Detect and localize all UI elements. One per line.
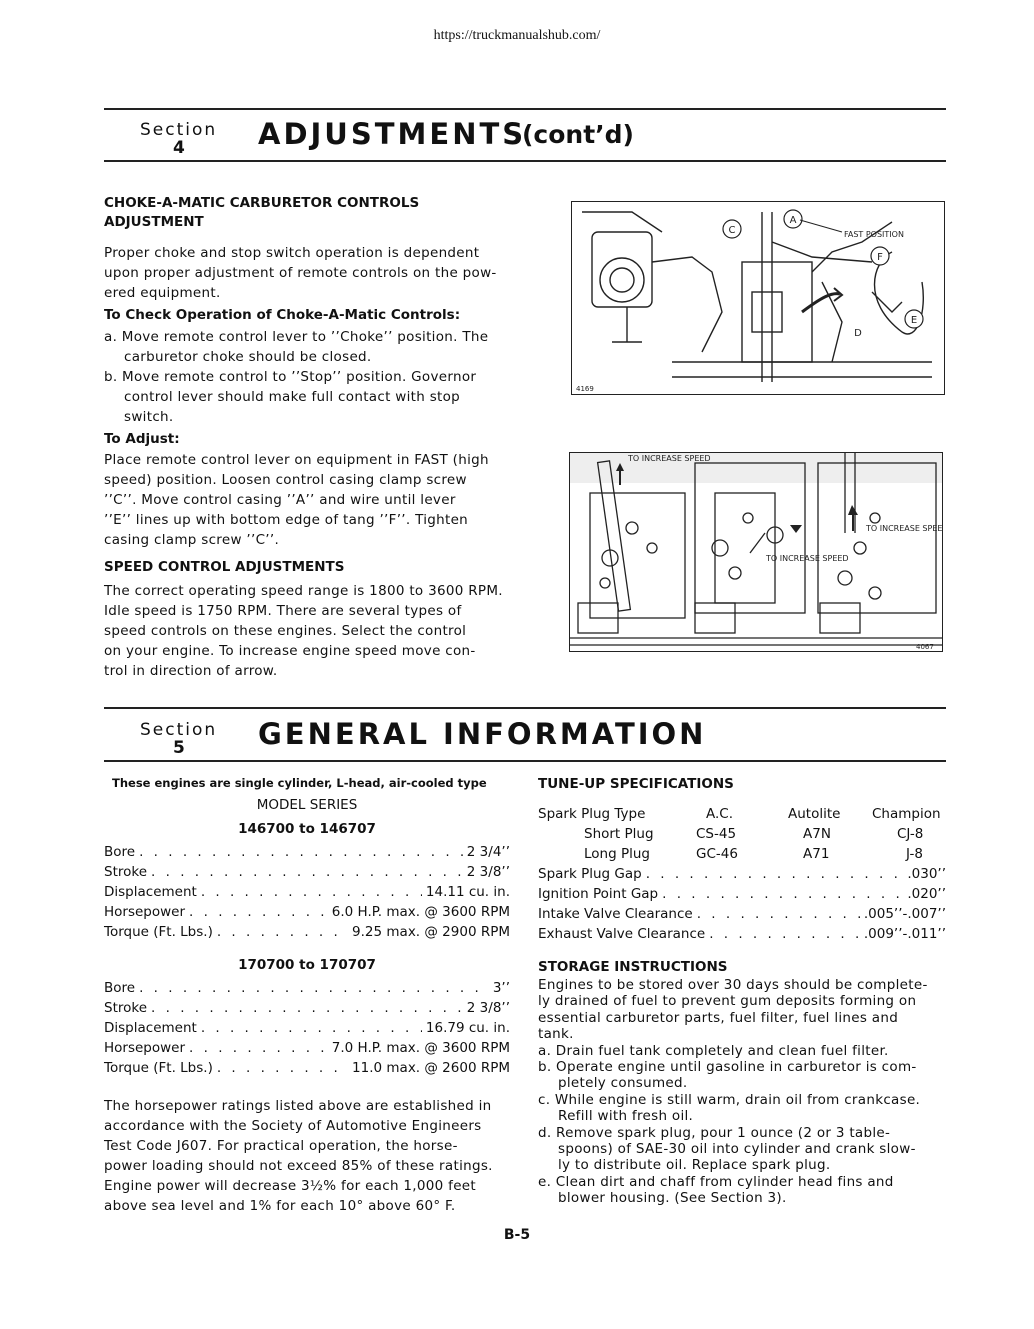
text-line: accordance with the Society of Automotive Engineers [104,1118,482,1134]
text-line: on your engine. To increase engine speed move con- [104,643,476,659]
spec-value: 3’’ [492,980,510,996]
spec-row [104,864,510,880]
tuneup-label: Intake Valve Clearance [538,906,693,922]
tuneup-value: .009’’-.011’’ [863,926,946,942]
section4-bottom-rule [104,160,946,162]
list-item: spoons) of SAE-30 oil into cylinder and crank slow- [558,1141,916,1158]
section5-title: GENERAL INFORMATION [258,717,707,751]
section5-top-rule [104,707,946,709]
dot-leader [662,886,903,902]
carburetor-diagram-drawing [572,202,944,394]
col-champion: Champion [872,806,941,822]
long-plug-autolite: A71 [803,846,830,862]
spec-label: Displacement [104,1020,197,1036]
long-plug-ac: GC-46 [696,846,738,862]
dot-leader [646,866,904,882]
callout-a: A [789,215,797,226]
list-item: control lever should make full contact with stop [124,389,461,405]
spec-label: Bore [104,980,136,996]
dot-leader [697,906,860,922]
choke-heading-2: ADJUSTMENT [104,214,204,230]
spec-label: Horsepower [104,1040,186,1056]
text-line: speed) position. Loosen control casing clamp screw [104,472,467,488]
callout-d: D [854,328,862,339]
text-line: tank. [538,1026,574,1043]
tuneup-value: .005’’-.007’’ [863,906,946,922]
list-item: a. Drain fuel tank completely and clean fuel filter. [538,1042,889,1059]
col-autolite: Autolite [788,806,841,822]
spec-value: 11.0 max. @ 2600 RPM [352,1060,510,1076]
spec-value: 2 3/8’’ [466,1000,510,1016]
list-item: switch. [124,409,174,425]
text-line: The horsepower ratings listed above are established in [104,1098,492,1114]
dot-leader [139,844,463,860]
carburetor-diagram [571,201,945,395]
list-item: Refill with fresh oil. [558,1108,694,1125]
to-increase-speed-middle: TO INCREASE SPEED [766,554,849,563]
spec-row [104,980,510,996]
dot-leader [217,1060,348,1076]
spec-value: 14.11 cu. in. [425,884,510,900]
speed-control-diagram [569,452,943,652]
text-line: above sea level and 1% for each 10° above 60° F. [104,1198,456,1214]
short-plug-champion: CJ-8 [897,826,924,842]
choke-paragraph [104,243,497,303]
spec-value: 6.0 H.P. max. @ 3600 RPM [331,904,510,920]
plug-type-label: Spark Plug Type [538,806,646,822]
spec-row [104,1000,510,1016]
check-operation-list [104,327,488,427]
list-item: e. Clean dirt and chaff from cylinder head fins and [538,1173,894,1190]
callout-c: C [728,225,736,236]
text-line: Test Code J607. For practical operation, the horse- [104,1138,458,1154]
spec-value: 2 3/8’’ [466,864,510,880]
section5-bottom-rule [104,760,946,762]
text-line: ly drained of fuel to prevent gum deposits forming on [538,993,917,1010]
long-plug-champion: J-8 [906,846,923,862]
tuneup-row [538,906,946,922]
text-line: Engines to be stored over 30 days should be complete- [538,977,928,993]
text-line: ’’C’’. Move control casing ’’A’’ and wire until lever [104,492,456,508]
section5-number: 5 [173,738,185,758]
spec-row [104,1020,510,1036]
list-item: b. Operate engine until gasoline in carburetor is com- [538,1059,917,1076]
list-item: carburetor choke should be closed. [124,349,372,365]
spec-row [104,1060,510,1076]
choke-heading-1: CHOKE-A-MATIC CARBURETOR CONTROLS [104,195,420,211]
spec-row [104,904,510,920]
list-item: a. Move remote control lever to ’’Choke’’ position. The [104,329,489,345]
spec-label: Displacement [104,884,197,900]
spec-value: 16.79 cu. in. [425,1020,510,1036]
list-item: c. While engine is still warm, drain oil from crankcase. [538,1091,921,1108]
spec-row [104,924,510,940]
storage-heading: STORAGE INSTRUCTIONS [538,959,728,975]
spec-value: 9.25 max. @ 2900 RPM [352,924,510,940]
dot-leader [139,980,489,996]
figure2-number: 4067 [916,643,934,651]
tuneup-value: .030’’ [907,866,946,882]
page-number: B-5 [503,1227,531,1243]
short-plug-label: Short Plug [584,826,654,842]
section4-title: ADJUSTMENTS [258,117,527,151]
section5-label: Section [140,720,218,740]
tuneup-value: .020’’ [907,886,946,902]
ratings-paragraph [104,1096,493,1216]
dot-leader [217,924,348,940]
section4-top-rule [104,108,946,110]
text-line: speed controls on these engines. Select the control [104,623,467,639]
spec-label: Bore [104,844,136,860]
dot-leader [151,864,463,880]
short-plug-autolite: A7N [803,826,831,842]
text-line: The correct operating speed range is 1800 to 3600 RPM. [104,583,503,599]
to-increase-speed-right: TO INCREASE SPEED [866,524,942,533]
dot-leader [189,904,328,920]
spec-row [104,1040,510,1056]
spec-label: Torque (Ft. Lbs.) [104,924,213,940]
text-line: power loading should not exceed 85% of these ratings. [104,1158,493,1174]
speed-control-diagram-drawing [570,453,942,651]
section4-contd: (cont’d) [522,120,634,149]
text-line: ered equipment. [104,285,221,301]
list-item: blower housing. (See Section 3). [558,1190,787,1207]
dot-leader [709,926,860,942]
col-ac: A.C. [706,806,734,822]
tuneup-row [538,886,946,902]
tuneup-row [538,926,946,942]
dot-leader [189,1040,328,1056]
text-line: trol in direction of arrow. [104,663,278,679]
text-line: essential carburetor parts, fuel filter, fuel lines and [538,1009,899,1026]
to-increase-speed-left: TO INCREASE SPEED [628,454,711,463]
figure1-number: 4169 [576,385,594,393]
spec-row [104,884,510,900]
tuneup-label: Ignition Point Gap [538,886,659,902]
dot-leader [151,1000,463,1016]
tuneup-label: Spark Plug Gap [538,866,642,882]
spec-label: Torque (Ft. Lbs.) [104,1060,213,1076]
speed-control-heading: SPEED CONTROL ADJUSTMENTS [104,559,345,575]
text-line: Engine power will decrease 3½% for each 1,000 feet [104,1178,477,1194]
speed-control-paragraph [104,581,503,681]
tuneup-row [538,866,946,882]
dot-leader [201,1020,422,1036]
spec-row [104,844,510,860]
callout-f: F [877,252,883,263]
tuneup-label: Exhaust Valve Clearance [538,926,706,942]
text-line: Place remote control lever on equipment in FAST (high [104,452,489,468]
text-line: ’’E’’ lines up with bottom edge of tang ’’F’’. Tighten [104,512,469,528]
spec-label: Stroke [104,1000,148,1016]
long-plug-label: Long Plug [584,846,650,862]
source-url[interactable]: https://truckmanualshub.com/ [433,28,601,43]
model-series-heading: MODEL SERIES [256,797,358,813]
list-item: ly to distribute oil. Replace spark plug. [558,1157,831,1174]
to-adjust-paragraph [104,450,489,550]
series1-heading: 146700 to 146707 [238,821,376,837]
list-item: pletely consumed. [558,1075,688,1092]
list-item: d. Remove spark plug, pour 1 ounce (2 or 3 table- [538,1124,891,1141]
storage-list [538,977,928,1207]
list-item: b. Move remote control to ’’Stop’’ position. Governor [104,369,477,385]
text-line: Idle speed is 1750 RPM. There are several types of [104,603,462,619]
check-operation-heading: To Check Operation of Choke-A-Matic Controls: [104,307,461,323]
spec-value: 2 3/4’’ [466,844,510,860]
engine-intro: These engines are single cylinder, L-head, air-cooled type [112,776,487,790]
spec-label: Stroke [104,864,148,880]
spec-label: Horsepower [104,904,186,920]
spec-value: 7.0 H.P. max. @ 3600 RPM [331,1040,510,1056]
text-line: upon proper adjustment of remote controls on the pow- [104,265,497,281]
text-line: casing clamp screw ’’C’’. [104,532,280,548]
series2-heading: 170700 to 170707 [238,957,376,973]
fast-position-label: FAST POSITION [844,230,904,239]
short-plug-ac: CS-45 [696,826,737,842]
section4-number: 4 [173,138,185,158]
plug-type-row [538,806,645,822]
tuneup-heading: TUNE-UP SPECIFICATIONS [538,776,734,792]
to-adjust-heading: To Adjust: [104,431,180,447]
section4-label: Section [140,120,218,140]
dot-leader [201,884,422,900]
text-line: Proper choke and stop switch operation is dependent [104,245,480,261]
callout-e: E [910,315,918,326]
